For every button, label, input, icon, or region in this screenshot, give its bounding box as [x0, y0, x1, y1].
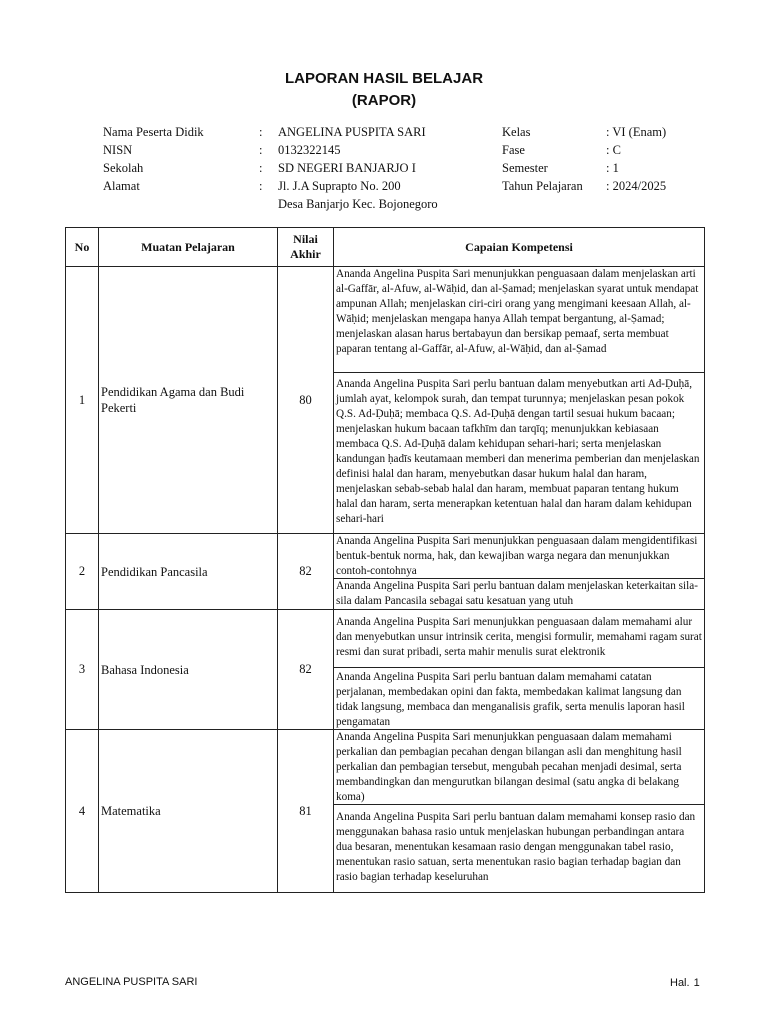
capaian-cell: [334, 730, 705, 893]
tahun-row: [502, 177, 722, 195]
student-name-value: ANGELINA PUSPITA SARI: [278, 125, 426, 139]
fase-value: : C: [606, 143, 621, 157]
semester-label: Semester: [502, 161, 548, 175]
kelas-value: : VI (Enam): [606, 125, 667, 139]
header-nilai: [278, 228, 334, 267]
address-row-2: [103, 195, 503, 213]
score-value: 82: [278, 610, 334, 730]
separator: :: [259, 161, 263, 175]
header-nilai-line2: Akhir: [290, 247, 321, 261]
address-line1: Jl. J.A Suprapto No. 200: [278, 179, 401, 193]
school-label: Sekolah: [103, 161, 144, 175]
table-header-row: [66, 228, 705, 267]
capaian-needs-help: Ananda Angelina Puspita Sari perlu bantuan dalam menyebutkan arti Ad-Ḍuḥā, jumlah ayat, kelompok surah, dan tempat turunnya; menjelaskan pesan pokok Q.S. Ad-Ḍuḥā; membaca Q.S. Ad-Ḍuḥā dengan tartil sesuai hukum bacaan; menjelaskan hukum bacaan tafkhīm dan tarqīq; menunjukkan kebiasaan membaca Q.S. Ad-Ḍuḥā dalam kehidupan sehari-hari; serta menjelaskan kandungan ḥadīs keutamaan memberi dan menerima pemberian dan menjelaskan definisi halal dan haram, menyebutkan dasar hukum halal dan haram, menjelaskan sebab-sebab halal dan haram, membuat paparan tentang hukum halal dan haram, serta menerapkan ketentuan halal dan haram dalam kehidupan sehari-hari: [334, 372, 704, 533]
report-subtitle: (RAPOR): [351, 92, 417, 109]
row-number: 3: [66, 610, 99, 730]
capaian-mastery: Ananda Angelina Puspita Sari menunjukkan penguasaan dalam memahami alur dan menyebutkan unsur intrinsik cerita, mengisi formulir, memahami ragam surat resmi dan surat pribadi, serta mahir menulis surat elektronik: [336, 616, 702, 658]
semester-row: [502, 159, 722, 177]
table-row: [66, 730, 705, 893]
tahun-value: : 2024/2025: [606, 179, 667, 193]
table-row: [66, 534, 705, 610]
capaian-mastery: Ananda Angelina Puspita Sari menunjukkan penguasaan dalam mengidentifikasi bentuk-bentuk norma, hak, dan kewajiban warga negara dan menunjukkan contoh-contohnya: [336, 535, 698, 577]
table-row: [66, 610, 705, 730]
header-no: No: [66, 228, 99, 267]
capaian-needs-help: Ananda Angelina Puspita Sari perlu bantuan dalam memahami konsep rasio dan menggunakan bahasa rasio untuk menjelaskan hubungan perbandingan antara dua besaran, menentukan kesamaan rasio dengan menggunakan tabel rasio, menentukan rasio satuan, serta menentukan rasio bagian terhadap bagian dan rasio bagian terhadap keseluruhan: [334, 804, 704, 892]
separator: :: [259, 125, 263, 139]
address-label: Alamat: [103, 179, 140, 193]
score-value: 81: [278, 730, 334, 893]
grades-table: [65, 227, 705, 893]
capaian-cell: [334, 267, 705, 534]
capaian-mastery: Ananda Angelina Puspita Sari menunjukkan penguasaan dalam menjelaskan arti al-Gaffār, al-Afuw, al-Wāḥid, dan al-Ṣamad; menjelaskan syarat untuk mendapat ampunan Allah; menjelaskan ciri-ciri orang yang mengimani keesaan Allah, al-Wāḥid; menjelaskan mengapa hanya Allah tempat bergantung, al-Ṣamad; menjelaskan alasan harus bertabayun dan bersikap pemaaf, serta membuat paparan tentang al-Gaffār, al-Afuw, al-Wāḥid, dan al-Ṣamad: [336, 268, 699, 355]
row-number: 1: [66, 267, 99, 534]
class-info: [502, 123, 722, 195]
student-name-label: Nama Peserta Didik: [103, 125, 204, 139]
subject-name: Pendidikan Agama dan Budi Pekerti: [99, 267, 278, 534]
row-number: 2: [66, 534, 99, 610]
footer-student-name: ANGELINA PUSPITA SARI: [65, 976, 198, 988]
report-title: LAPORAN HASIL BELAJAR: [284, 70, 484, 87]
subject-name: Pendidikan Pancasila: [99, 534, 278, 610]
kelas-row: [502, 123, 722, 141]
nisn-value: 0132322145: [278, 143, 341, 157]
score-value: 82: [278, 534, 334, 610]
page-number-value: 1: [693, 977, 700, 989]
capaian-cell: [334, 610, 705, 730]
student-info: [103, 123, 503, 213]
page-label: Hal.: [670, 977, 690, 989]
row-number: 4: [66, 730, 99, 893]
capaian-cell: [334, 534, 705, 610]
kelas-label: Kelas: [502, 125, 531, 139]
table-row: [66, 267, 705, 534]
semester-value: : 1: [606, 161, 619, 175]
address-line2: Desa Banjarjo Kec. Bojonegoro: [278, 197, 438, 211]
tahun-label: Tahun Pelajaran: [502, 179, 583, 193]
score-value: 80: [278, 267, 334, 534]
fase-label: Fase: [502, 143, 525, 157]
header-nilai-line1: Nilai: [293, 232, 318, 246]
separator: :: [259, 143, 263, 157]
nisn-label: NISN: [103, 143, 133, 157]
capaian-needs-help: Ananda Angelina Puspita Sari perlu bantuan dalam memahami catatan perjalanan, membedakan opini dan fakta, membedakan kalimat langsung dan tidak langsung, membaca dan menganalisis grafik, serta menulis laporan hasil pengamatan: [334, 667, 704, 729]
school-value: SD NEGERI BANJARJO I: [278, 161, 416, 175]
header-muatan: Muatan Pelajaran: [99, 228, 278, 267]
student-name-row: [103, 123, 503, 141]
separator: :: [259, 179, 263, 193]
header-capaian: Capaian Kompetensi: [334, 228, 705, 267]
subject-name: Matematika: [99, 730, 278, 893]
school-row: [103, 159, 503, 177]
nisn-row: [103, 141, 503, 159]
page-number: [670, 977, 700, 989]
capaian-needs-help: Ananda Angelina Puspita Sari perlu bantuan dalam menjelaskan keterkaitan sila-sila dalam Pancasila sebagai satu kesatuan yang utuh: [334, 578, 704, 609]
fase-row: [502, 141, 722, 159]
address-row: [103, 177, 503, 195]
subject-name: Bahasa Indonesia: [99, 610, 278, 730]
capaian-mastery: Ananda Angelina Puspita Sari menunjukkan penguasaan dalam memahami perkalian dan pembagian pecahan dengan bilangan asli dan menghitung hasil perkalian dan pembagian tersebut, mengubah pecahan menjadi desimal, serta membandingkan dan mengurutkan bilangan desimal (satu angka di belakang koma): [336, 731, 682, 803]
